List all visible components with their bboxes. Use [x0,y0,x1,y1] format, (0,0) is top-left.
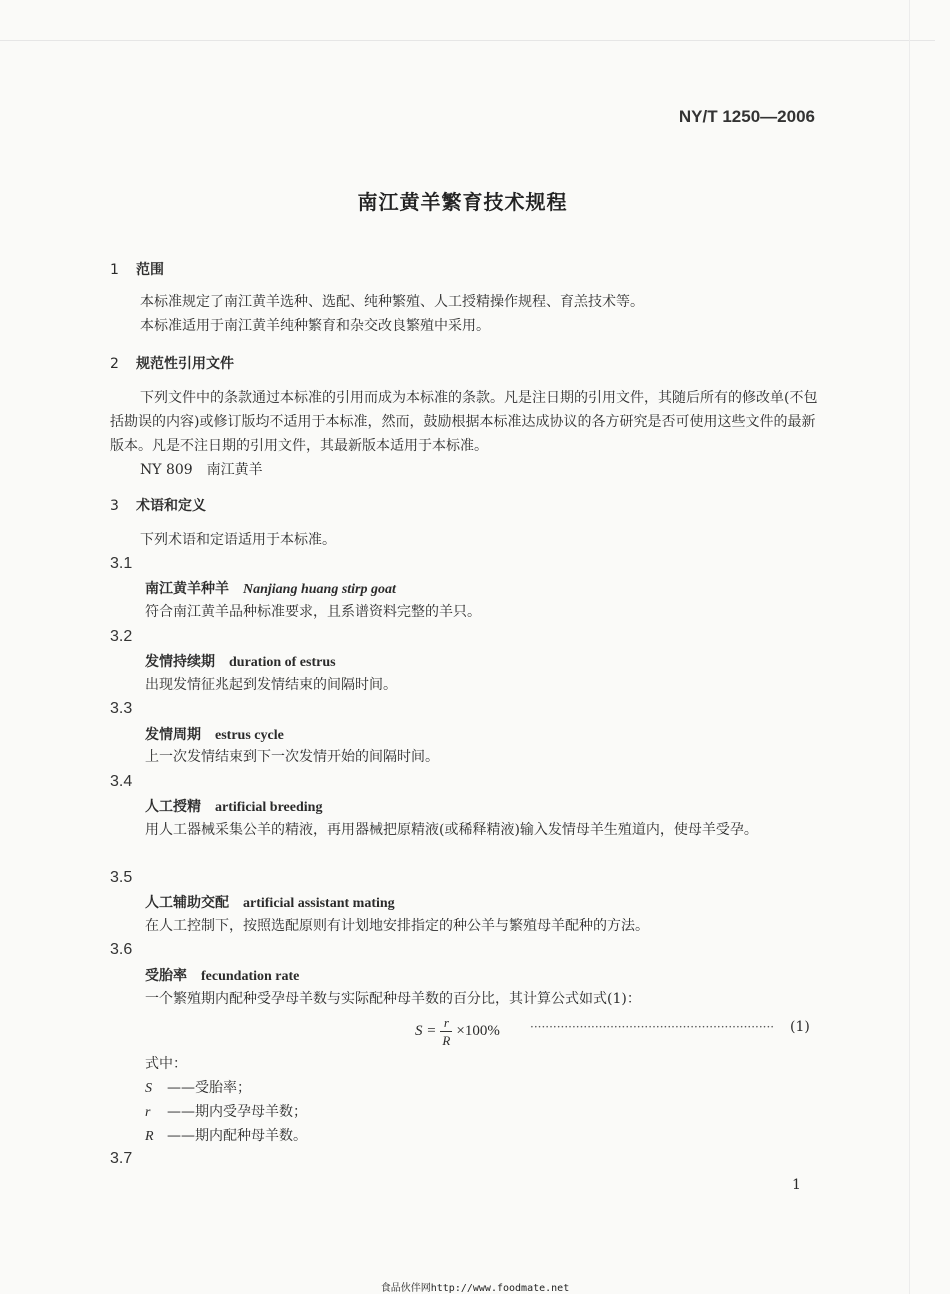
term-en: artificial assistant mating [243,896,395,911]
footer-watermark: 食品伙伴网http://www.foodmate.net [380,1283,570,1294]
paragraph: 下列术语和定语适用于本标准。 [140,532,336,548]
variable-symbol: R [145,1129,154,1144]
formula-fraction [440,1015,452,1048]
leader-dots: ································································ [530,1020,775,1034]
where-label: 式中： [145,1056,187,1072]
formula-rhs: ×100% [456,1023,500,1039]
clause-number: 3.2 [110,628,133,645]
formula-lhs: S = [415,1023,437,1039]
term-zh: 发情持续期 [145,654,215,670]
variable-symbol: r [145,1105,151,1120]
variable-def [145,1077,251,1097]
variable-symbol: S [145,1081,152,1096]
clause-number: 3.3 [110,700,133,717]
variable-desc: ——期内受孕母羊数； [167,1104,307,1120]
term-en: Nanjiang huang stirp goat [243,582,396,597]
section-2-heading [110,352,820,376]
document-title: 南江黄羊繁育技术规程 [357,190,568,214]
standard-number: NY/T 1250—2006 [678,107,815,126]
clause-number: 3.4 [110,773,133,790]
section-1-heading [110,258,820,282]
term-definition: 用人工器械采集公羊的精液，再用器械把原精液(或稀释精液)输入发情母羊生殖道内，使母羊受孕。 [145,822,758,838]
formula [415,1015,500,1048]
fraction-bar [440,1031,452,1032]
normative-reference: NY 809 南江黄羊 [140,462,263,478]
term-heading [145,796,322,816]
term-zh: 人工辅助交配 [145,895,229,911]
variable-def [145,1101,307,1121]
section-title: 规范性引用文件 [136,356,234,372]
term-zh: 人工授精 [145,799,201,815]
paragraph: 本标准适用于南江黄羊纯种繁育和杂交改良繁殖中采用。 [140,318,490,334]
term-heading [145,578,396,598]
term-en: fecundation rate [201,969,300,984]
term-heading [145,965,299,985]
term-en: estrus cycle [215,728,284,743]
clause-number: 3.7 [110,1150,133,1167]
term-definition: 出现发情征兆起到发情结束的间隔时间。 [145,677,397,693]
variable-desc: ——受胎率； [167,1080,251,1096]
section-number: 2 [110,356,119,372]
formula-denominator: R [442,1033,451,1048]
term-zh: 南江黄羊种羊 [145,581,229,597]
section-title: 术语和定义 [136,498,206,514]
formula-numerator: r [443,1015,449,1030]
paragraph: 本标准规定了南江黄羊选种、选配、纯种繁殖、人工授精操作规程、育羔技术等。 [140,294,644,310]
page-number: 1 [792,1177,801,1193]
section-number: 3 [110,498,119,514]
section-title: 范围 [136,262,164,278]
section-number: 1 [110,262,119,278]
term-heading [145,724,284,744]
clause-number: 3.5 [110,869,133,886]
term-heading [145,651,336,671]
term-heading [145,892,395,912]
term-zh: 发情周期 [145,727,201,743]
scan-edge-top [0,40,935,41]
term-definition: 一个繁殖期内配种受孕母羊数与实际配种母羊数的百分比，其计算公式如式(1)： [145,991,641,1007]
variable-def [145,1125,307,1145]
term-zh: 受胎率 [145,968,187,984]
equation-number: (1) [790,1019,810,1035]
section-3-heading [110,494,820,518]
term-definition: 符合南江黄羊品种标准要求，且系谱资料完整的羊只。 [145,604,481,620]
variable-desc: ——期内配种母羊数。 [167,1128,307,1144]
paragraph: 下列文件中的条款通过本标准的引用而成为本标准的条款。凡是注日期的引用文件，其随后所有的修改单(不包括勘误的内容)或修订版均不适用于本标准，然而，鼓励根据本标准达成协议的各方研究是否可使用这些文件的最新版本。凡是不注日期的引用文件，其最新版本适用于本标准。 [110,390,818,454]
clause-number: 3.1 [110,555,133,572]
clause-number: 3.6 [110,941,133,958]
term-en: duration of estrus [229,655,336,670]
term-definition: 上一次发情结束到下一次发情开始的间隔时间。 [145,749,439,765]
term-en: artificial breeding [215,800,323,815]
term-definition: 在人工控制下，按照选配原则有计划地安排指定的种公羊与繁殖母羊配种的方法。 [145,918,649,934]
